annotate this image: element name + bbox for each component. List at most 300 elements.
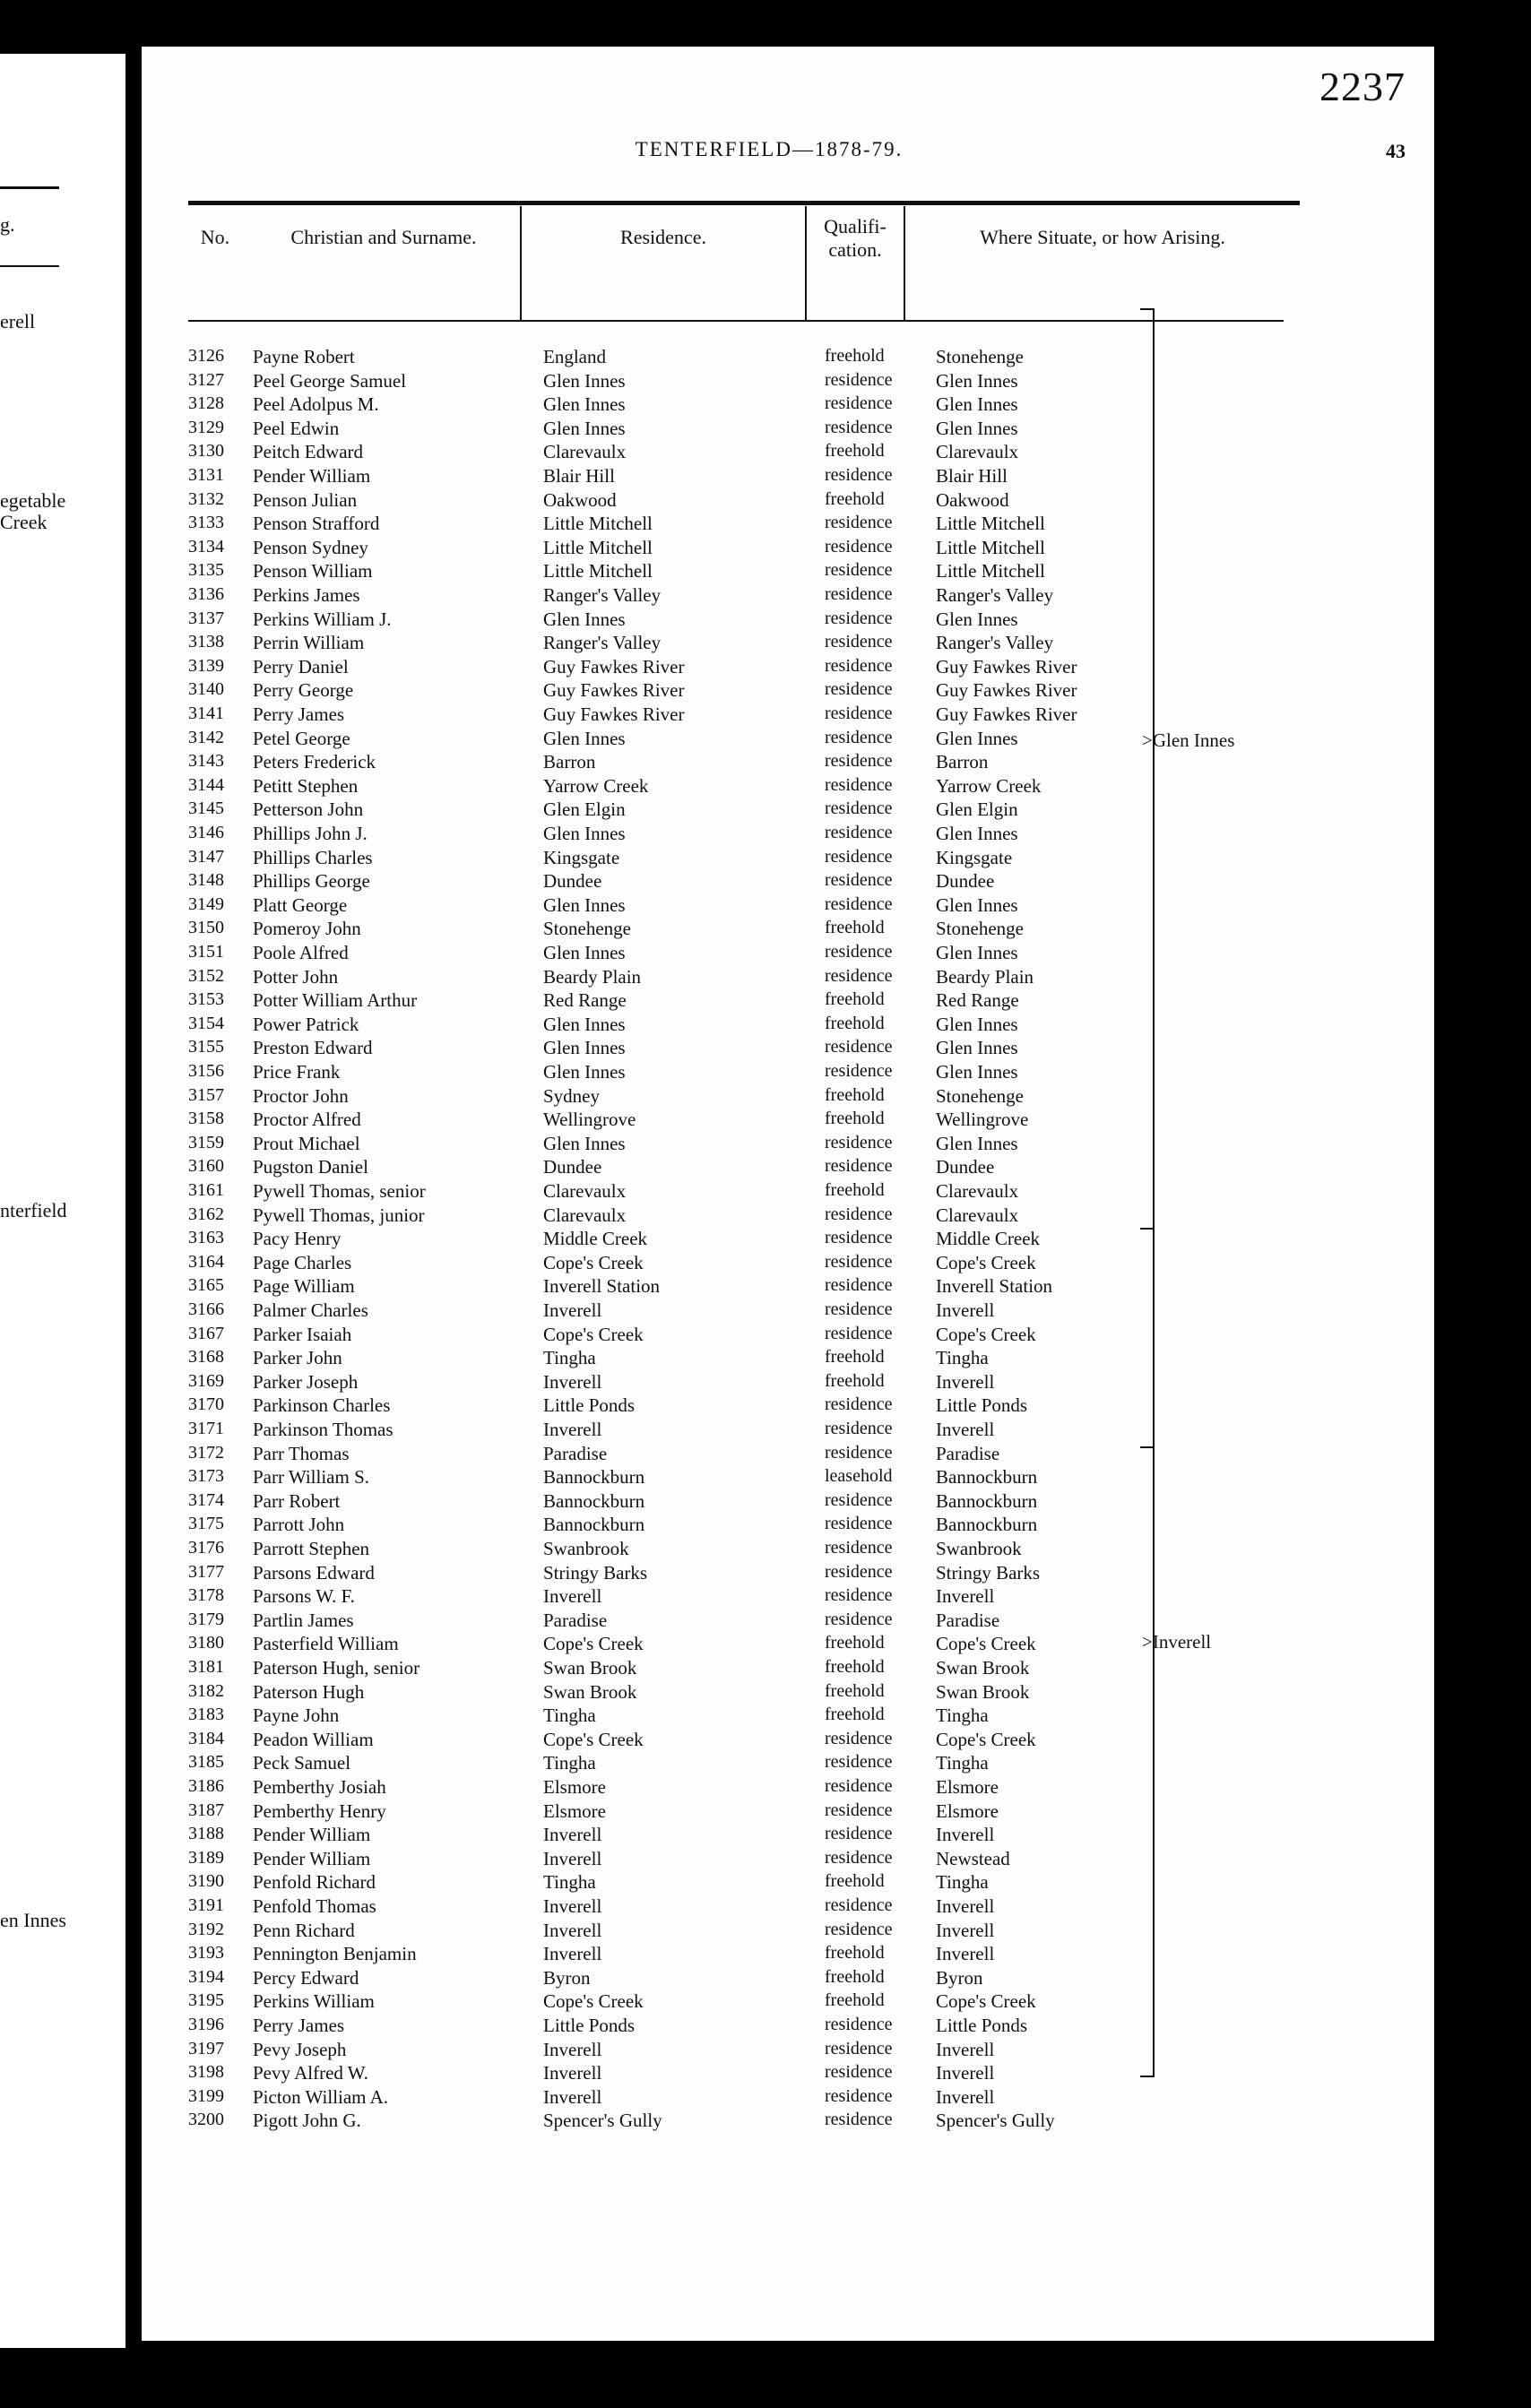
entry-residence: Glen Elgin bbox=[543, 798, 626, 821]
table-row bbox=[142, 1657, 1307, 1680]
page-title: TENTERFIELD—1878-79. bbox=[635, 138, 904, 160]
entry-residence: Tingha bbox=[543, 1705, 596, 1727]
entry-number: 3127 bbox=[188, 369, 224, 390]
entry-where: Glen Innes bbox=[936, 608, 1018, 630]
table-row bbox=[142, 1752, 1307, 1775]
table-row bbox=[142, 1848, 1307, 1871]
col-header-no: No. bbox=[200, 226, 230, 248]
entry-qualification: residence bbox=[825, 1442, 893, 1463]
entry-where: Clarevaulx bbox=[936, 1180, 1019, 1202]
entry-residence: Glen Innes bbox=[543, 727, 626, 749]
entry-where: Yarrow Creek bbox=[936, 774, 1042, 797]
group-label-inverell: >Inverell bbox=[1142, 1631, 1212, 1653]
entry-where: Cope's Creek bbox=[936, 1728, 1036, 1750]
entry-residence: Bannockburn bbox=[543, 1514, 645, 1536]
group-label-text: Inverell bbox=[1152, 1631, 1212, 1653]
entry-where: Glen Innes bbox=[936, 942, 1018, 963]
entry-residence: Glen Innes bbox=[543, 1013, 626, 1035]
table-row bbox=[142, 1610, 1307, 1633]
entry-residence: Spencer's Gully bbox=[543, 2110, 662, 2132]
table-row bbox=[142, 513, 1307, 536]
left-page-rule bbox=[0, 265, 59, 267]
entry-residence: Little Ponds bbox=[543, 1394, 636, 1417]
entry-qualification: residence bbox=[825, 1538, 893, 1558]
entry-where: Inverell bbox=[936, 1370, 995, 1393]
entry-qualification: residence bbox=[825, 393, 893, 414]
table-row bbox=[142, 537, 1307, 560]
entry-where: Little Ponds bbox=[936, 1394, 1028, 1417]
entry-name: Perry Daniel bbox=[253, 655, 349, 678]
entry-name: Parsons W. F. bbox=[253, 1585, 355, 1608]
entry-residence: Oakwood bbox=[543, 488, 617, 511]
entry-qualification: freehold bbox=[825, 1370, 885, 1391]
entry-number: 3185 bbox=[188, 1752, 224, 1773]
entry-qualification: residence bbox=[825, 893, 893, 914]
left-fragment: Creek bbox=[0, 511, 48, 533]
entry-number: 3151 bbox=[188, 942, 224, 962]
entry-where: Swanbrook bbox=[936, 1538, 1022, 1559]
entry-where: Cope's Creek bbox=[936, 1251, 1036, 1273]
entry-qualification: residence bbox=[825, 608, 893, 628]
entry-name: Penson William bbox=[253, 560, 373, 583]
entry-number: 3192 bbox=[188, 1919, 224, 1939]
entry-name: Pomeroy John bbox=[253, 918, 361, 940]
entry-number: 3187 bbox=[188, 1800, 224, 1820]
entry-number: 3165 bbox=[188, 1275, 224, 1296]
entry-number: 3194 bbox=[188, 1966, 224, 1987]
entry-name: Penfold Richard bbox=[253, 1871, 376, 1894]
table-row bbox=[142, 1443, 1307, 1466]
entry-number: 3138 bbox=[188, 632, 224, 652]
entry-qualification: freehold bbox=[825, 1013, 885, 1033]
table-row bbox=[142, 418, 1307, 441]
entry-where: Glen Innes bbox=[936, 369, 1018, 392]
table-row bbox=[142, 1562, 1307, 1585]
entry-qualification: residence bbox=[825, 1061, 893, 1081]
entry-qualification: residence bbox=[825, 703, 893, 723]
entry-where: Stonehenge bbox=[936, 1084, 1024, 1107]
entry-residence: Sydney bbox=[543, 1084, 600, 1107]
entry-residence: Inverell bbox=[543, 1419, 602, 1440]
entry-number: 3131 bbox=[188, 465, 224, 485]
entry-qualification: residence bbox=[825, 1299, 893, 1319]
entry-name: Peel Adolpus M. bbox=[253, 393, 379, 416]
entry-number: 3134 bbox=[188, 536, 224, 557]
entry-where: Little Ponds bbox=[936, 2015, 1028, 2036]
entry-where: Little Mitchell bbox=[936, 536, 1045, 558]
table-row bbox=[142, 1538, 1307, 1561]
entry-qualification: residence bbox=[825, 1514, 893, 1534]
col-header-where: Where Situate, or how Arising. bbox=[980, 226, 1225, 248]
entry-number: 3171 bbox=[188, 1419, 224, 1438]
table-row bbox=[142, 1419, 1307, 1442]
table-row bbox=[142, 918, 1307, 941]
entry-residence: Glen Innes bbox=[543, 942, 626, 963]
entry-name: Petel George bbox=[253, 727, 350, 749]
entry-residence: Glen Innes bbox=[543, 393, 626, 416]
entry-name: Pemberthy Henry bbox=[253, 1800, 386, 1822]
entry-residence: Dundee bbox=[543, 870, 602, 893]
entry-where: Guy Fawkes River bbox=[936, 703, 1077, 725]
entry-number: 3166 bbox=[188, 1299, 224, 1319]
left-fragment: g. bbox=[0, 213, 15, 236]
table-row bbox=[142, 1180, 1307, 1204]
entry-where: Tingha bbox=[936, 1871, 989, 1894]
entry-number: 3189 bbox=[188, 1847, 224, 1868]
table-row bbox=[142, 775, 1307, 798]
left-fragment: erell bbox=[0, 310, 36, 332]
entry-qualification: residence bbox=[825, 632, 893, 652]
table-row bbox=[142, 2062, 1307, 2085]
entry-qualification: residence bbox=[825, 870, 893, 891]
table-row bbox=[142, 1490, 1307, 1514]
entry-name: Parsons Edward bbox=[253, 1561, 375, 1584]
entry-number: 3135 bbox=[188, 560, 224, 581]
entry-qualification: freehold bbox=[825, 1966, 885, 1987]
sub-page-number: 43 bbox=[1386, 140, 1406, 162]
entry-name: Potter William Arthur bbox=[253, 989, 418, 1012]
table-row bbox=[142, 1920, 1307, 1943]
col-header-residence: Residence. bbox=[620, 226, 706, 248]
entry-where: Glen Innes bbox=[936, 1061, 1018, 1083]
entry-qualification: freehold bbox=[825, 346, 885, 366]
left-fragment: en Innes bbox=[0, 1909, 66, 1931]
entry-where: Barron bbox=[936, 751, 989, 773]
entry-residence: Bannockburn bbox=[543, 1489, 645, 1512]
entry-number: 3129 bbox=[188, 417, 224, 437]
group-label-text: Glen Innes bbox=[1152, 729, 1235, 751]
entry-number: 3149 bbox=[188, 893, 224, 914]
table-row bbox=[142, 823, 1307, 846]
entry-name: Penn Richard bbox=[253, 1919, 355, 1941]
column-divider bbox=[904, 206, 905, 321]
entry-name: Perry George bbox=[253, 679, 354, 702]
table-row bbox=[142, 1800, 1307, 1824]
table-row bbox=[142, 1943, 1307, 1966]
entry-where: Middle Creek bbox=[936, 1228, 1041, 1250]
table-row bbox=[142, 1133, 1307, 1156]
table-row bbox=[142, 1228, 1307, 1251]
table-row bbox=[142, 703, 1307, 727]
entry-number: 3161 bbox=[188, 1180, 224, 1200]
entry-where: Glen Innes bbox=[936, 417, 1018, 439]
entry-number: 3155 bbox=[188, 1037, 224, 1057]
table-row bbox=[142, 1061, 1307, 1084]
entry-qualification: residence bbox=[825, 1251, 893, 1272]
table-row bbox=[142, 966, 1307, 989]
table-row bbox=[142, 465, 1307, 488]
table-row bbox=[142, 798, 1307, 822]
entry-name: Pender William bbox=[253, 1824, 371, 1846]
table-row bbox=[142, 632, 1307, 655]
entry-residence: Glen Innes bbox=[543, 608, 626, 630]
entry-residence: Kingsgate bbox=[543, 846, 620, 868]
table-row bbox=[142, 728, 1307, 751]
entry-residence: Stringy Barks bbox=[543, 1561, 648, 1584]
entry-qualification: residence bbox=[825, 1489, 893, 1510]
entry-qualification: freehold bbox=[825, 1109, 885, 1129]
entry-residence: Middle Creek bbox=[543, 1228, 648, 1250]
entry-name: Pemberthy Josiah bbox=[253, 1776, 386, 1798]
entry-qualification: residence bbox=[825, 1561, 893, 1582]
entry-residence: Glen Innes bbox=[543, 369, 626, 392]
entry-where: Elsmore bbox=[936, 1800, 999, 1822]
entry-where: Inverell bbox=[936, 1824, 995, 1846]
entry-qualification: leasehold bbox=[825, 1466, 893, 1487]
entry-number: 3128 bbox=[188, 393, 224, 414]
entry-number: 3145 bbox=[188, 798, 224, 819]
entry-number: 3172 bbox=[188, 1442, 224, 1463]
entry-residence: Cope's Creek bbox=[543, 1728, 644, 1750]
entry-number: 3130 bbox=[188, 441, 224, 462]
entry-where: Bannockburn bbox=[936, 1514, 1038, 1536]
entry-qualification: residence bbox=[825, 823, 893, 842]
entry-name: Peck Samuel bbox=[253, 1752, 351, 1774]
entry-name: Parkinson Thomas bbox=[253, 1419, 394, 1440]
entry-residence: Swanbrook bbox=[543, 1538, 629, 1559]
entry-qualification: residence bbox=[825, 2038, 893, 2058]
entry-residence: Beardy Plain bbox=[543, 965, 642, 988]
entry-residence: Ranger's Valley bbox=[543, 584, 662, 606]
entry-number: 3184 bbox=[188, 1728, 224, 1748]
page-number: 2237 bbox=[1319, 64, 1406, 109]
entry-name: Parr William S. bbox=[253, 1466, 370, 1489]
entry-name: Pywell Thomas, senior bbox=[253, 1180, 426, 1202]
table-row bbox=[142, 1824, 1307, 1847]
entry-residence: Inverell bbox=[543, 1919, 602, 1941]
entry-number: 3159 bbox=[188, 1132, 224, 1152]
entry-number: 3183 bbox=[188, 1705, 224, 1725]
entry-where: Byron bbox=[936, 1966, 983, 1989]
entry-name: Prout Michael bbox=[253, 1132, 360, 1154]
entry-residence: Inverell bbox=[543, 1943, 602, 1965]
entry-where: Oakwood bbox=[936, 488, 1009, 511]
col-header-qualification bbox=[807, 215, 904, 262]
entry-name: Penson Julian bbox=[253, 488, 358, 511]
table-row bbox=[142, 393, 1307, 417]
entry-where: Clarevaulx bbox=[936, 1204, 1019, 1226]
entry-name: Platt George bbox=[253, 893, 348, 916]
entry-name: Perrin William bbox=[253, 632, 365, 654]
column-divider bbox=[520, 206, 522, 321]
entry-name: Potter John bbox=[253, 965, 339, 988]
header-top-rule bbox=[188, 201, 1300, 205]
entry-number: 3146 bbox=[188, 823, 224, 842]
entry-number: 3175 bbox=[188, 1514, 224, 1534]
entry-residence: Inverell bbox=[543, 1299, 602, 1321]
entry-residence: Ranger's Valley bbox=[543, 632, 662, 654]
entry-residence: Inverell bbox=[543, 1370, 602, 1393]
entry-residence: Glen Innes bbox=[543, 417, 626, 439]
entry-number: 3158 bbox=[188, 1109, 224, 1129]
entry-where: Elsmore bbox=[936, 1776, 999, 1798]
entry-number: 3144 bbox=[188, 774, 224, 795]
entry-qualification: residence bbox=[825, 369, 893, 390]
entry-number: 3186 bbox=[188, 1776, 224, 1796]
entry-where: Ranger's Valley bbox=[936, 632, 1054, 654]
entry-number: 3179 bbox=[188, 1609, 224, 1629]
entry-qualification: residence bbox=[825, 727, 893, 747]
entry-name: Parker Isaiah bbox=[253, 1323, 352, 1345]
entry-residence: Bannockburn bbox=[543, 1466, 645, 1489]
table-row bbox=[142, 1895, 1307, 1919]
entry-where: Newstead bbox=[936, 1847, 1010, 1869]
entry-name: Petitt Stephen bbox=[253, 774, 359, 797]
entry-where: Guy Fawkes River bbox=[936, 655, 1077, 678]
table-row bbox=[142, 489, 1307, 513]
entry-name: Phillips George bbox=[253, 870, 370, 893]
entry-qualification: residence bbox=[825, 1037, 893, 1057]
entry-residence: Cope's Creek bbox=[543, 1633, 644, 1655]
entry-where: Paradise bbox=[936, 1442, 1000, 1464]
table-row bbox=[142, 1275, 1307, 1299]
entry-residence: Inverell bbox=[543, 2038, 602, 2060]
table-row bbox=[142, 346, 1307, 369]
entry-where: Swan Brook bbox=[936, 1657, 1030, 1679]
entry-qualification: freehold bbox=[825, 1943, 885, 1964]
entry-qualification: freehold bbox=[825, 1680, 885, 1701]
document-page bbox=[142, 47, 1434, 2341]
entry-number: 3154 bbox=[188, 1013, 224, 1033]
entry-qualification: residence bbox=[825, 1585, 893, 1606]
header-bottom-rule bbox=[188, 320, 1284, 322]
entry-number: 3193 bbox=[188, 1943, 224, 1964]
entry-where: Stonehenge bbox=[936, 918, 1024, 940]
table-row bbox=[142, 1085, 1307, 1109]
entry-number: 3195 bbox=[188, 1990, 224, 2011]
entry-number: 3152 bbox=[188, 965, 224, 986]
left-fragment: egetable bbox=[0, 489, 66, 512]
entry-name: Payne Robert bbox=[253, 346, 355, 367]
entry-name: Pugston Daniel bbox=[253, 1156, 368, 1178]
entry-name: Pender William bbox=[253, 1847, 371, 1869]
entry-residence: Tingha bbox=[543, 1752, 596, 1774]
entry-number: 3191 bbox=[188, 1895, 224, 1915]
entry-number: 3177 bbox=[188, 1561, 224, 1582]
entry-qualification: residence bbox=[825, 798, 893, 819]
table-row bbox=[142, 894, 1307, 918]
table-row bbox=[142, 870, 1307, 893]
entry-residence: Inverell bbox=[543, 1895, 602, 1917]
entry-number: 3162 bbox=[188, 1204, 224, 1224]
entry-qualification: residence bbox=[825, 465, 893, 485]
entry-where: Glen Innes bbox=[936, 823, 1018, 844]
entry-qualification: freehold bbox=[825, 441, 885, 462]
table-row bbox=[142, 560, 1307, 583]
entry-number: 3157 bbox=[188, 1084, 224, 1105]
entry-where: Inverell bbox=[936, 2085, 995, 2108]
entry-where: Bannockburn bbox=[936, 1489, 1038, 1512]
table-row bbox=[142, 1394, 1307, 1418]
entry-residence: Clarevaulx bbox=[543, 441, 627, 463]
entry-qualification: residence bbox=[825, 1156, 893, 1177]
entry-residence: Tingha bbox=[543, 1347, 596, 1369]
entry-residence: Cope's Creek bbox=[543, 1251, 644, 1273]
entry-name: Pywell Thomas, junior bbox=[253, 1204, 425, 1226]
entry-where: Wellingrove bbox=[936, 1109, 1029, 1131]
entry-residence: Blair Hill bbox=[543, 465, 615, 487]
entry-qualification: freehold bbox=[825, 989, 885, 1010]
entry-where: Inverell bbox=[936, 2062, 995, 2084]
entry-name: Power Patrick bbox=[253, 1013, 359, 1035]
entry-residence: Glen Innes bbox=[543, 1037, 626, 1059]
entry-where: Spencer's Gully bbox=[936, 2110, 1055, 2132]
group-label-glen-innes: >Glen Innes bbox=[1142, 729, 1235, 751]
entry-residence: Guy Fawkes River bbox=[543, 655, 685, 678]
table-row bbox=[142, 2015, 1307, 2038]
entry-number: 3136 bbox=[188, 584, 224, 604]
entry-where: Inverell Station bbox=[936, 1275, 1053, 1298]
entry-qualification: residence bbox=[825, 751, 893, 772]
table-row bbox=[142, 1156, 1307, 1179]
table-row bbox=[142, 1299, 1307, 1323]
entry-where: Cope's Creek bbox=[936, 1633, 1036, 1655]
entry-name: Perkins William bbox=[253, 1990, 375, 2013]
table-row bbox=[142, 679, 1307, 703]
table-row bbox=[142, 656, 1307, 679]
entry-qualification: residence bbox=[825, 965, 893, 986]
entry-where: Tingha bbox=[936, 1705, 989, 1727]
entry-residence: Glen Innes bbox=[543, 893, 626, 916]
entry-name: Pigott John G. bbox=[253, 2110, 361, 2132]
entry-residence: Glen Innes bbox=[543, 1132, 626, 1154]
table-row bbox=[142, 1252, 1307, 1275]
entry-qualification: freehold bbox=[825, 1633, 885, 1653]
entry-number: 3141 bbox=[188, 703, 224, 723]
table-row bbox=[142, 1681, 1307, 1705]
entry-qualification: freehold bbox=[825, 1084, 885, 1105]
entry-qualification: residence bbox=[825, 846, 893, 867]
entry-number: 3174 bbox=[188, 1489, 224, 1510]
entry-residence: Little Ponds bbox=[543, 2015, 636, 2036]
entry-name: Page Charles bbox=[253, 1251, 352, 1273]
entry-residence: Inverell bbox=[543, 2085, 602, 2108]
entry-where: Glen Innes bbox=[936, 1037, 1018, 1059]
table-row bbox=[142, 1705, 1307, 1728]
entry-name: Palmer Charles bbox=[253, 1299, 368, 1321]
entry-name: Picton William A. bbox=[253, 2085, 389, 2108]
entry-number: 3133 bbox=[188, 513, 224, 533]
entry-where: Guy Fawkes River bbox=[936, 679, 1077, 702]
table-row bbox=[142, 847, 1307, 870]
entry-name: Penfold Thomas bbox=[253, 1895, 376, 1917]
entry-residence: Tingha bbox=[543, 1871, 596, 1894]
entry-residence: Little Mitchell bbox=[543, 560, 653, 583]
entry-name: Penson Sydney bbox=[253, 536, 368, 558]
entry-number: 3137 bbox=[188, 608, 224, 628]
entry-qualification: residence bbox=[825, 1752, 893, 1773]
table-row bbox=[142, 1324, 1307, 1347]
left-page-rule bbox=[0, 186, 59, 189]
entry-name: Perkins James bbox=[253, 584, 360, 606]
entry-qualification: residence bbox=[825, 2110, 893, 2130]
entry-where: Cope's Creek bbox=[936, 1990, 1036, 2013]
entry-name: Proctor Alfred bbox=[253, 1109, 361, 1131]
entry-name: Penson Strafford bbox=[253, 513, 380, 535]
entry-residence: Red Range bbox=[543, 989, 627, 1012]
left-page-edge bbox=[0, 54, 125, 2348]
entry-name: Peitch Edward bbox=[253, 441, 364, 463]
entry-residence: Cope's Creek bbox=[543, 1323, 644, 1345]
entry-residence: Elsmore bbox=[543, 1800, 606, 1822]
entry-qualification: residence bbox=[825, 1132, 893, 1152]
entry-name: Parker Joseph bbox=[253, 1370, 359, 1393]
table-row bbox=[142, 2110, 1307, 2133]
entry-where: Cope's Creek bbox=[936, 1323, 1036, 1345]
entry-name: Parrott Stephen bbox=[253, 1538, 370, 1559]
entry-where: Paradise bbox=[936, 1609, 1000, 1631]
entry-residence: Byron bbox=[543, 1966, 591, 1989]
